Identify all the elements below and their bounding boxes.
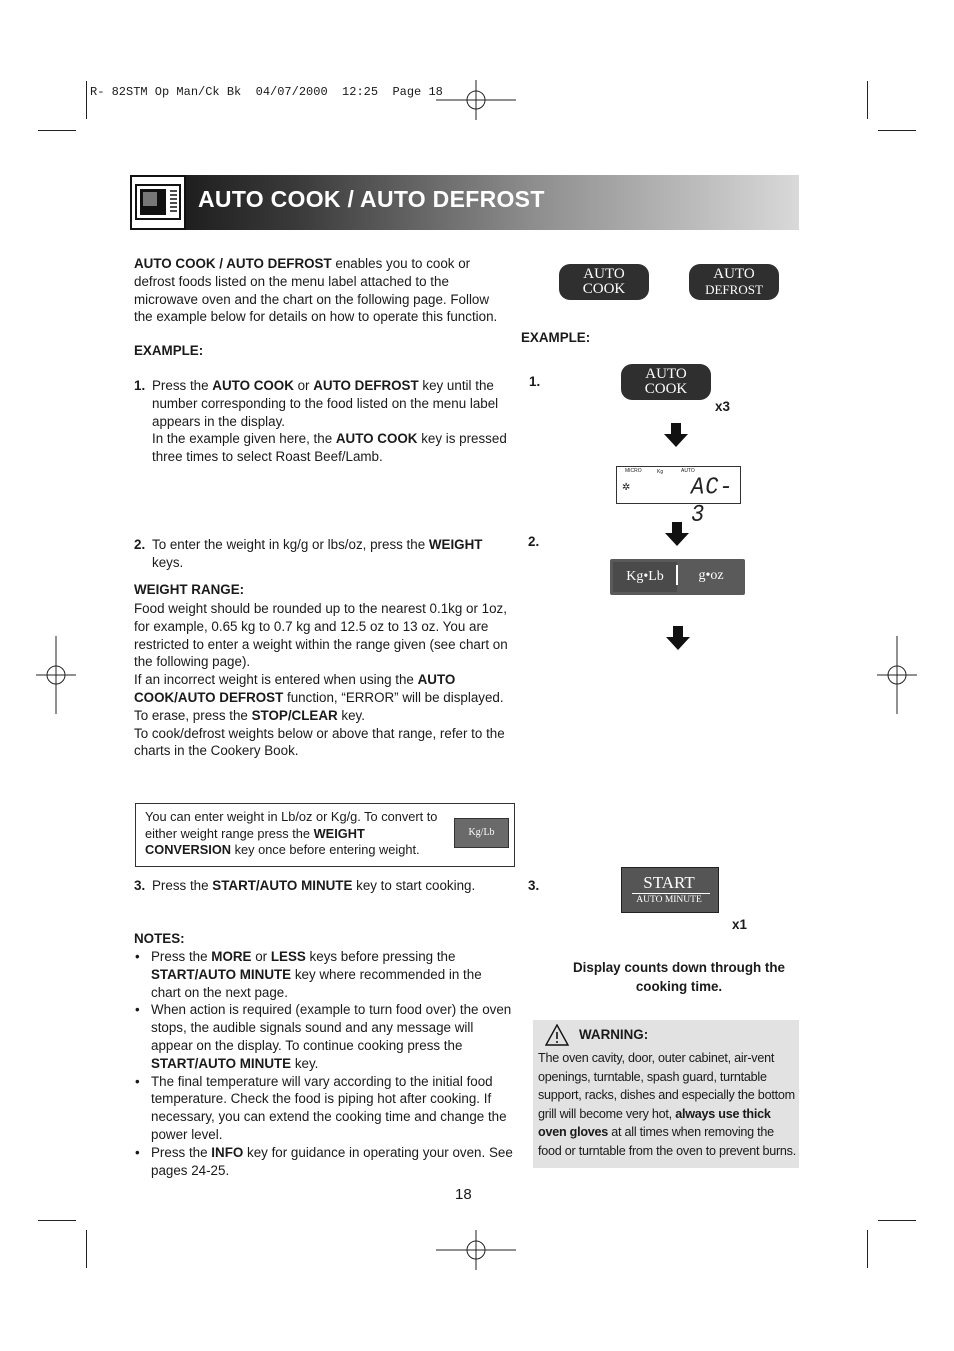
notes-list (134, 948, 514, 1179)
down-arrow-icon (664, 423, 688, 447)
warning-heading: WARNING: (579, 1027, 649, 1042)
display-note: Display counts down through the cooking time. (572, 960, 785, 994)
auto-cook-key[interactable]: AUTO COOK (559, 264, 649, 300)
weight-conversion-tip-box (135, 803, 515, 867)
press-count-x1: x1 (732, 917, 747, 932)
list-item: • Press the INFO key for guidance in operating your oven. See pages 24-25. (134, 1144, 514, 1180)
list-item: • Press the MORE or LESS keys before pressing the START/AUTO MINUTE key where recommended in the chart on the next page. (134, 948, 514, 1001)
step2-text: To enter the weight in kg/g or lbs/oz, press the WEIGHT keys. (152, 537, 483, 570)
microwave-icon (130, 175, 186, 230)
step1-number: 1. (134, 378, 146, 393)
list-item: • When action is required (example to turn food over) the oven stops, the audible signals sound and any message will appear on the display. To continue cooking press the START/AUTO MINUTE key. (134, 1001, 514, 1072)
registration-mark-top (436, 80, 516, 120)
warning-triangle-icon (545, 1024, 569, 1046)
diagram-step3-number: 3. (528, 878, 540, 893)
auto-minute-label: AUTO MINUTE (636, 895, 702, 905)
notes-heading: NOTES: (134, 931, 185, 946)
lcd-label-auto: AUTO (681, 468, 695, 474)
list-item: • The final temperature will vary according to the initial food temperature. Check the food is piping hot after cooking. If necessary, you can extend the cooking time and change the power level. (134, 1073, 514, 1144)
key-divider (676, 565, 678, 585)
page-number: 18 (455, 1186, 472, 1203)
example-heading-right: EXAMPLE: (521, 330, 591, 345)
intro-paragraph: AUTO COOK / AUTO DEFROST enables you to cook or defrost foods listed on the menu label attached to the microwave oven and the chart on the following page. Follow the example below for details on how to operate this function. (134, 256, 498, 325)
weight-range-heading: WEIGHT RANGE: (134, 582, 245, 597)
g-oz-weight-key[interactable]: g•oz (698, 568, 724, 583)
auto-cook-key-step1[interactable]: AUTO COOK (621, 364, 711, 400)
kg-lb-weight-key[interactable]: Kg•Lb (613, 562, 677, 592)
auto-defrost-key[interactable]: AUTO DEFROST (689, 264, 779, 300)
lcd-label-kg: Kg (657, 469, 664, 475)
start-label: START (643, 873, 695, 892)
down-arrow-icon (665, 522, 689, 546)
step1-text: Press the AUTO COOK or AUTO DEFROST key until the number corresponding to the food listed on the menu label appears in the display. In the example given here, the AUTO COOK key is pressed three times to select Roast Beef/Lamb. (152, 378, 507, 465)
tip-text: You can enter weight in Lb/oz or Kg/g. To convert to either weight range press the WEIGHT CONVERSION key once before entering weight. (145, 809, 438, 857)
step2-number: 2. (134, 537, 146, 552)
step3-number: 3. (134, 878, 146, 893)
step3-text: Press the START/AUTO MINUTE key to start cooking. (152, 878, 476, 893)
registration-mark-bottom (436, 1230, 516, 1270)
lcd-readout: AC-3 (691, 473, 734, 529)
warning-text: The oven cavity, door, outer cabinet, air-vent openings, turntable, spash guard, turntable support, racks, dishes and especially the bottom grill will become very hot, always use thick oven gloves at all times when removing the food or turntable from the oven to prevent burns. (538, 1051, 796, 1158)
weight-keys (610, 559, 745, 595)
press-count-x3: x3 (715, 399, 730, 414)
start-underline (632, 893, 710, 894)
lcd-display (616, 466, 741, 529)
lcd-label-micro: MICRO (625, 468, 642, 474)
print-header: R- 82STM Op Man/Ck Bk 04/07/2000 12:25 Page 18 (90, 85, 443, 99)
example-heading: EXAMPLE: (134, 343, 204, 358)
fan-icon: ✲ (622, 482, 631, 493)
down-arrow-icon (666, 626, 690, 650)
start-auto-minute-key[interactable] (621, 867, 719, 913)
registration-mark-left (36, 636, 76, 714)
weight-range-text: Food weight should be rounded up to the nearest 0.1kg or 1oz, for example, 0.65 kg to 0.7 kg and 12.5 oz to 13 oz. You are restricted to enter a weight within the range given (see chart on the following page). If an incorrect weight is entered when using the AUTO COOK/AUTO DEFROST function, “ERROR” will be displayed. To erase, press the STOP/CLEAR key. To cook/defrost weights below or above that range, refer to the charts in the Cookery Book. (134, 601, 508, 759)
diagram-step2-number: 2. (528, 534, 540, 549)
diagram-step1-number: 1. (529, 374, 541, 389)
warning-box (533, 1020, 799, 1168)
page-title: AUTO COOK / AUTO DEFROST (198, 186, 545, 212)
kg-lb-key[interactable]: Kg/Lb (454, 818, 509, 848)
registration-mark-right (877, 636, 917, 714)
